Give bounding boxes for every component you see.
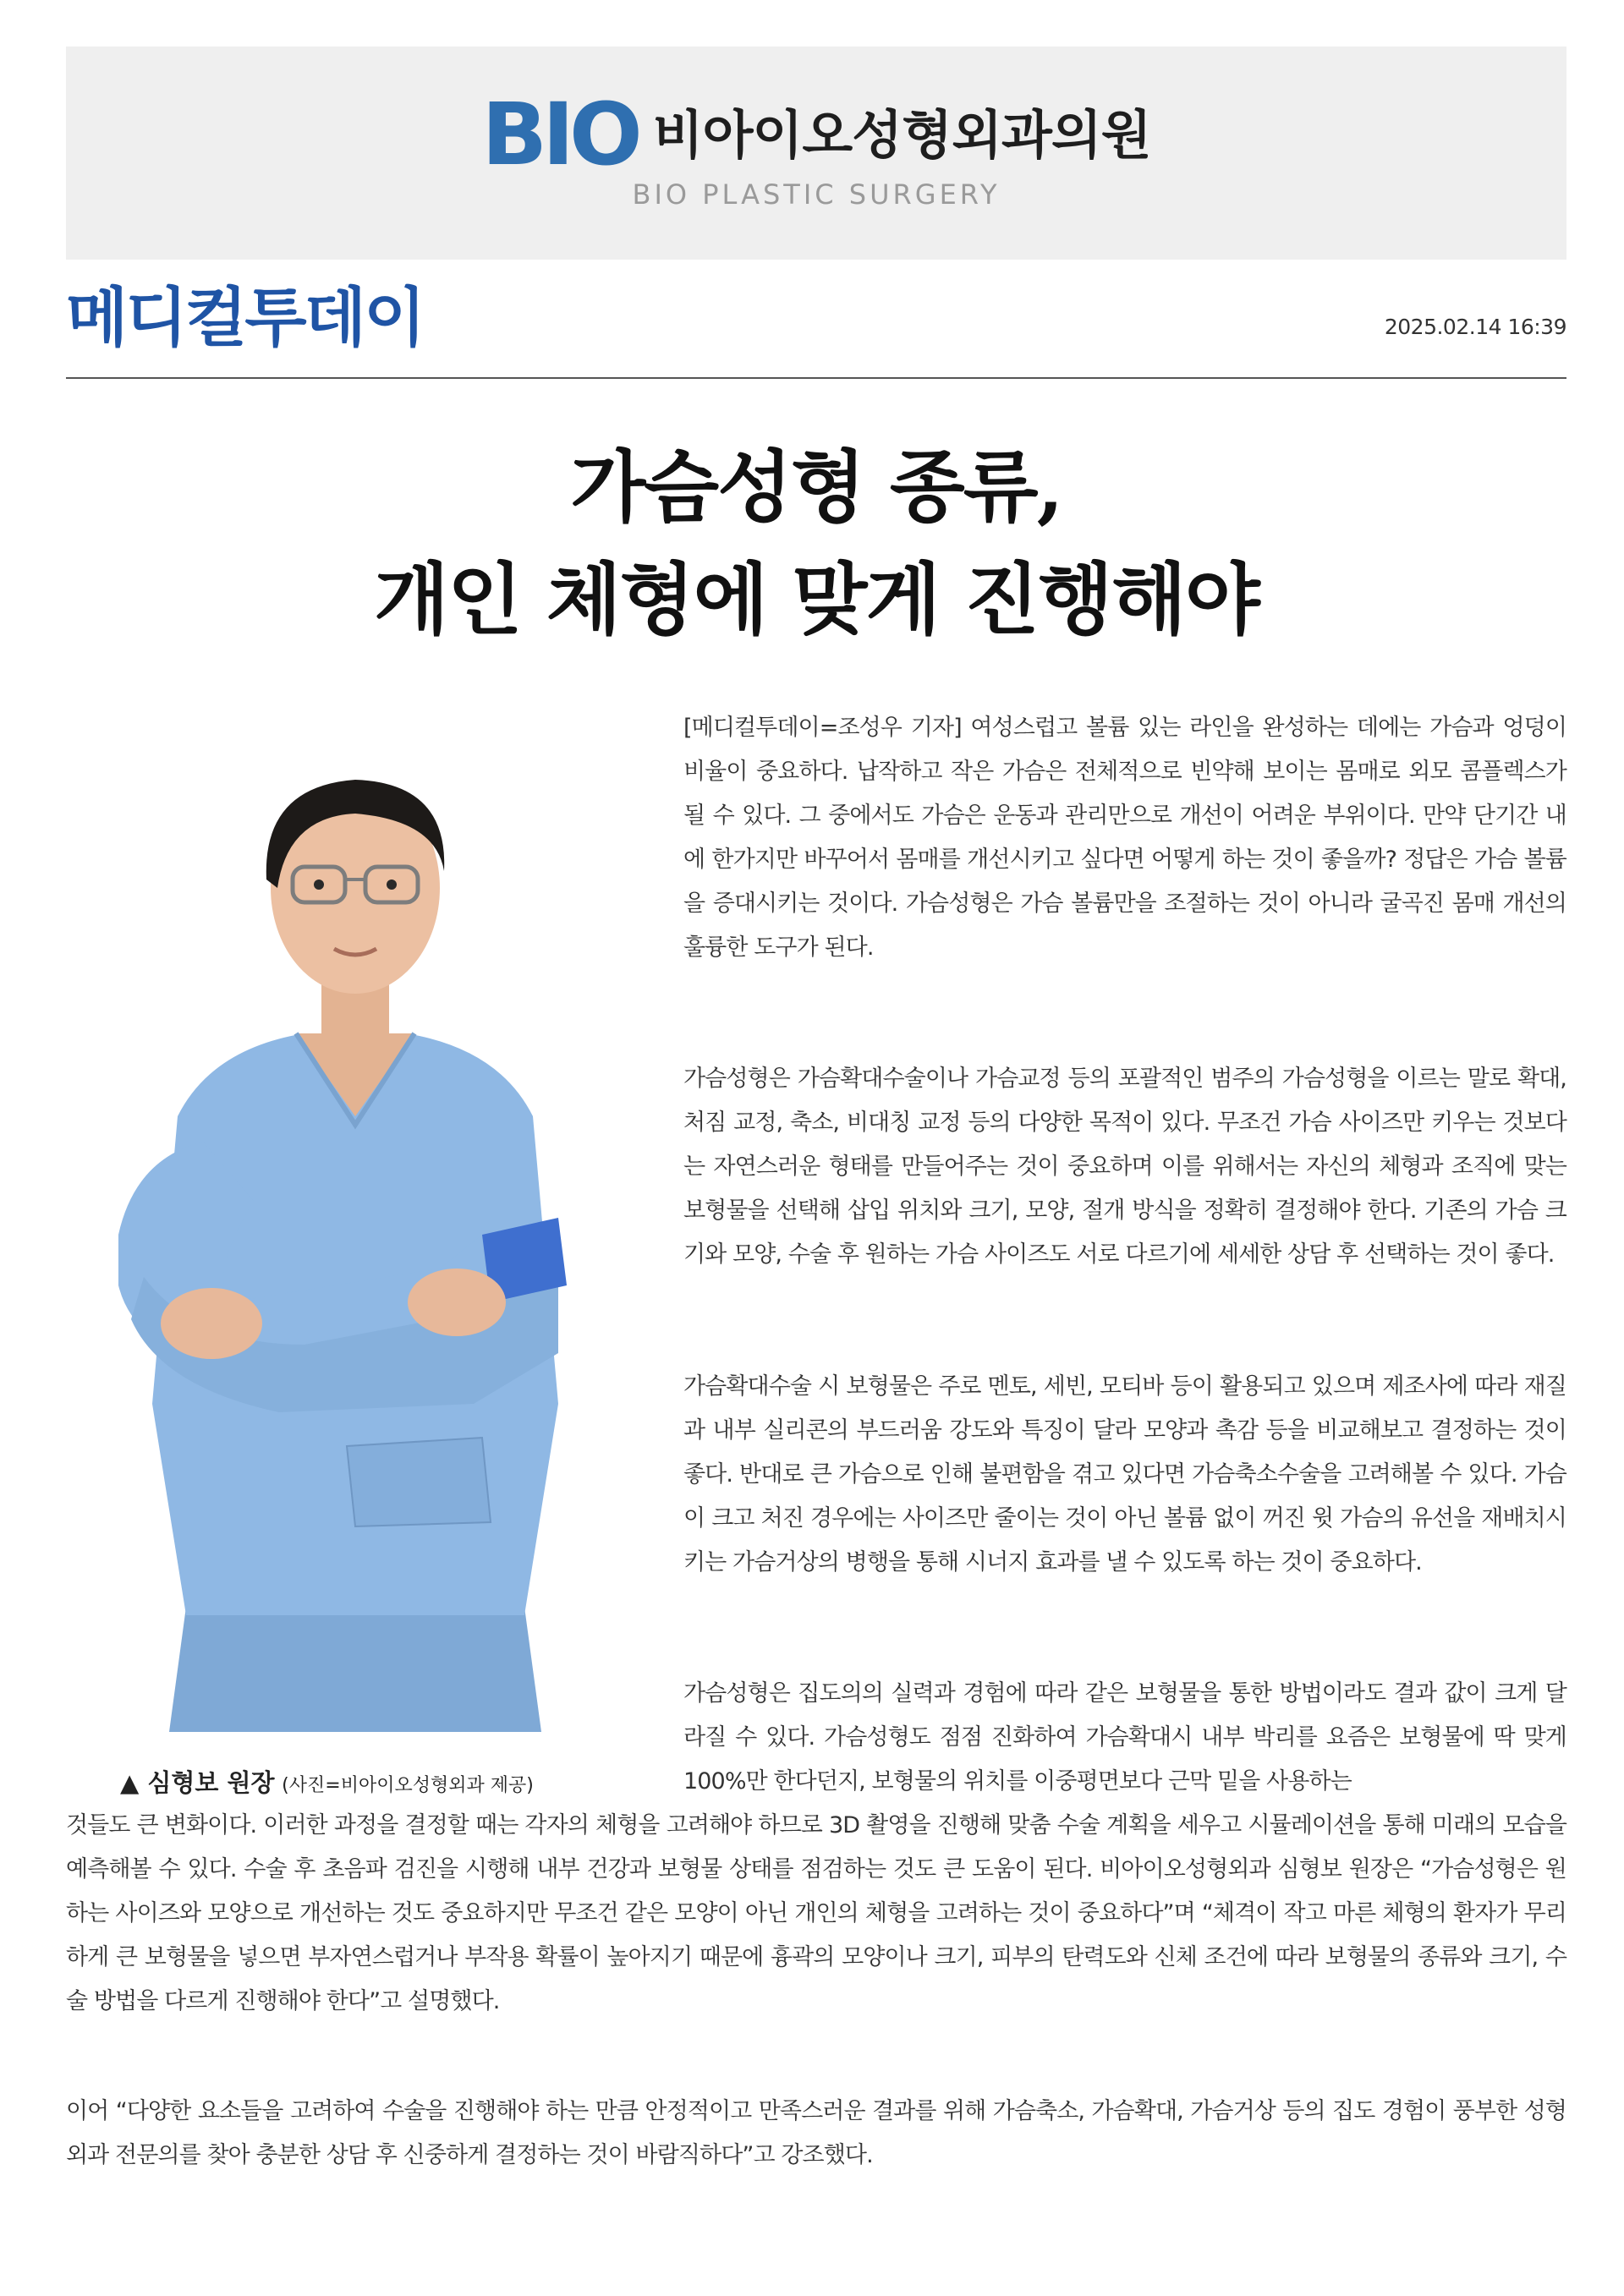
photo-caption bbox=[120, 1764, 534, 1799]
headline-line-1: 가슴성형 종류, bbox=[570, 441, 1062, 533]
header-divider bbox=[66, 377, 1566, 379]
headline-line-2: 개인 체형에 맞게 진행해야 bbox=[374, 554, 1259, 645]
press-name: 메디컬투데이 bbox=[66, 280, 424, 355]
logo-english: BIO PLASTIC SURGERY bbox=[632, 178, 1001, 211]
clinic-logo bbox=[66, 85, 1566, 185]
article-headline bbox=[66, 431, 1566, 656]
logo-mark: BIO bbox=[481, 85, 638, 185]
doctor-illustration bbox=[85, 761, 626, 1732]
article-date: 2025.02.14 16:39 bbox=[1384, 315, 1566, 339]
caption-credit: (사진=비아이오성형외과 제공) bbox=[282, 1775, 534, 1796]
caption-name: ▲ 심형보 원장 bbox=[120, 1768, 275, 1797]
article-paragraph-4: 가슴성형은 집도의의 실력과 경험에 따라 같은 보형물을 통한 방법이라도 결과 값이 크게 달라질 수 있다. 가슴성형도 점점 진화하여 가슴확대시 내부 박리를 요즘은 보형물에 딱 맞게 100%만 한다던지, 보형물의 위치를 이중평면보다 근막 밑을 사용하는 bbox=[683, 1680, 1566, 1795]
article-paragraph-2: 가슴성형은 가슴확대수술이나 가슴교정 등의 포괄적인 범주의 가슴성형을 이르는 말로 확대, 처짐 교정, 축소, 비대칭 교정 등의 다양한 목적이 있다. 무조건 가슴 사이즈만 키우는 것보다는 자연스러운 형태를 만들어주는 것이 중요하며 이를 위해서는 자신의 체형과 조직에 맞는 보형물을 선택해 삽입 위치와 크기, 모양, 절개 방식을 정확히 결정해야 한다. 기존의 가슴 크기와 모양, 수술 후 원하는 가슴 사이즈도 서로 다르기에 세세한 상담 후 선택하는 것이 좋다. bbox=[683, 1066, 1566, 1268]
article-paragraph-1: [메디컬투데이=조성우 기자] 여성스럽고 볼륨 있는 라인을 완성하는 데에는 가슴과 엉덩이 비율이 중요하다. 납작하고 작은 가슴은 전체적으로 빈약해 보이는 몸매로 외모 콤플렉스가 될 수 있다. 그 중에서도 가슴은 운동과 관리만으로 개선이 어려운 부위이다. 만약 단기간 내에 한가지만 바꾸어서 몸매를 개선시키고 싶다면 어떻게 하는 것이 좋을까? 정답은 가슴 볼륨을 증대시키는 것이다. 가슴성형은 가슴 볼륨만을 조절하는 것이 아니라 굴곡진 몸매 개선의 훌륭한 도구가 된다. bbox=[683, 715, 1566, 961]
article-paragraph-5: 이어 “다양한 요소들을 고려하여 수술을 진행해야 하는 만큼 안정적이고 만족스러운 결과를 위해 가슴축소, 가슴확대, 가슴거상 등의 집도 경험이 풍부한 성형외과 전문의를 찾아 충분한 상담 후 신중하게 결정하는 것이 바람직하다”고 강조했다. bbox=[66, 2098, 1566, 2168]
doctor-photo bbox=[85, 761, 626, 1732]
article-paragraph-4-continued: 것들도 큰 변화이다. 이러한 과정을 결정할 때는 각자의 체형을 고려해야 하므로 3D 촬영을 진행해 맞춤 수술 계획을 세우고 시뮬레이션을 통해 미래의 모습을 예측해볼 수 있다. 수술 후 초음파 검진을 시행해 내부 건강과 보형물 상태를 점검하는 것도 큰 도움이 된다. 비아이오성형외과 심형보 원장은 “가슴성형은 원하는 사이즈와 모양으로 개선하는 것도 중요하지만 무조건 같은 모양이 아닌 개인의 체형을 고려하는 것이 중요하다”며 “체격이 작고 마른 체형의 환자가 무리하게 큰 보형물을 넣으면 부자연스럽거나 부작용 확률이 높아지기 때문에 흉곽의 모양이나 크기, 피부의 탄력도와 신체 조건에 따라 보형물의 종류와 크기, 수술 방법을 다르게 진행해야 한다”고 설명했다. bbox=[66, 1812, 1566, 2014]
clinic-header bbox=[66, 47, 1566, 260]
logo-name: 비아이오성형외과의원 bbox=[652, 104, 1151, 166]
article-paragraph-3: 가슴확대수술 시 보형물은 주로 멘토, 세빈, 모티바 등이 활용되고 있으며 제조사에 따라 재질과 내부 실리콘의 부드러움 강도와 특징이 달라 모양과 촉감 등을 비교해보고 결정하는 것이 좋다. 반대로 큰 가슴으로 인해 불편함을 겪고 있다면 가슴축소수술을 고려해볼 수 있다. 가슴이 크고 처진 경우에는 사이즈만 줄이는 것이 아닌 볼륨 없이 꺼진 윗 가슴의 유선을 재배치시키는 가슴거상의 병행을 통해 시너지 효과를 낼 수 있도록 하는 것이 중요하다. bbox=[683, 1373, 1566, 1575]
